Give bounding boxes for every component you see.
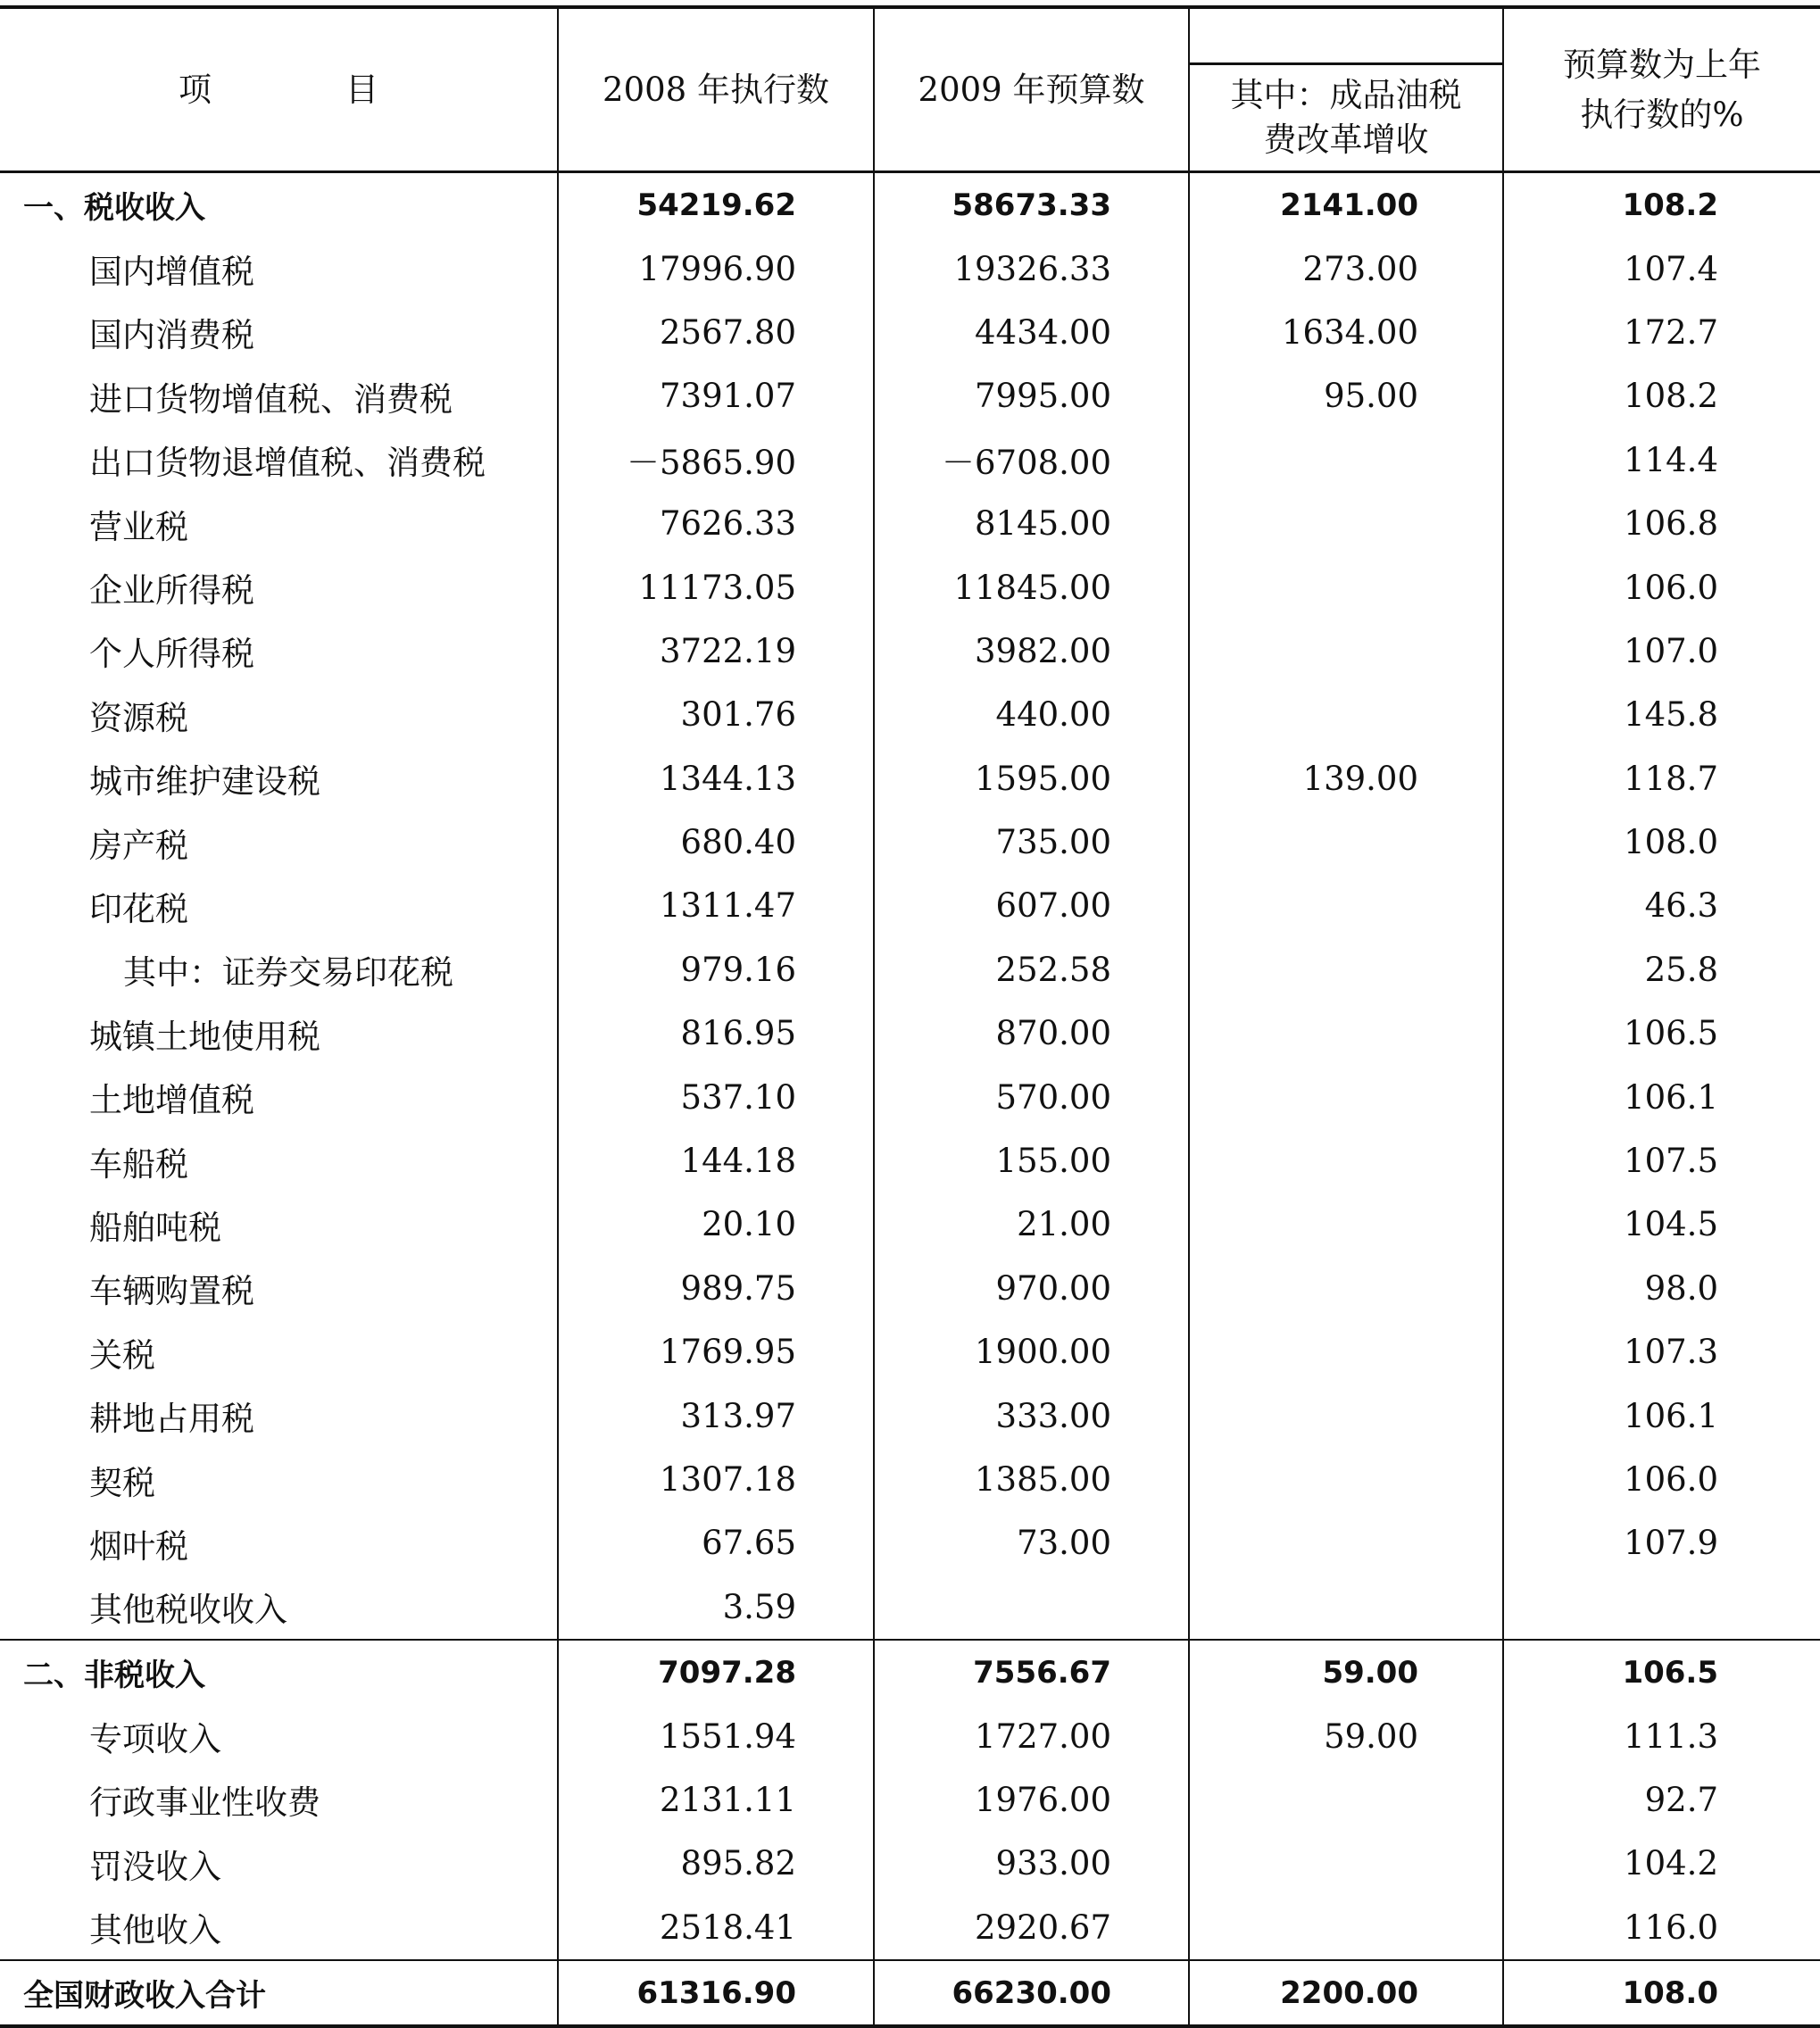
- value-2009-budget: 1385.00: [874, 1448, 1189, 1511]
- value-percent-of-prior-year: [1503, 1575, 1820, 1640]
- value-2009-budget: 66230.00: [874, 1960, 1189, 2026]
- table-row: [0, 1320, 1820, 1384]
- table-row: [0, 1448, 1820, 1511]
- value-percent-of-prior-year: 46.3: [1644, 886, 1718, 926]
- value-percent-of-prior-year: 106.0: [1624, 568, 1718, 607]
- value-2008-actual: 979.16: [558, 938, 874, 1002]
- row-label: 烟叶税: [0, 1511, 558, 1575]
- table-row: [0, 1575, 1820, 1640]
- row-label: 船舶吨税: [0, 1193, 558, 1256]
- value-fuel-tax-reform: [1189, 938, 1503, 1002]
- table-row: [0, 1384, 1820, 1447]
- value-fuel-tax-reform: [1189, 874, 1503, 937]
- table-row: [0, 747, 1820, 810]
- value-2009-budget: [874, 1575, 1189, 1640]
- value-percent-of-prior-year: 107.3: [1624, 1333, 1718, 1372]
- value-2008-actual: 301.76: [558, 683, 874, 746]
- value-2009-budget: 735.00: [874, 810, 1189, 874]
- value-2008-actual: 2131.11: [558, 1768, 874, 1832]
- row-label: 资源税: [0, 683, 558, 746]
- value-2009-budget: 1976.00: [874, 1768, 1189, 1832]
- header-item: 项 目: [0, 7, 558, 172]
- table-row: [0, 619, 1820, 683]
- value-2008-actual: 1551.94: [558, 1704, 874, 1767]
- table-row: [0, 1257, 1820, 1320]
- row-label: 其他收入: [0, 1896, 558, 1960]
- value-2009-budget: 1900.00: [874, 1320, 1189, 1384]
- value-2009-budget: 252.58: [874, 938, 1189, 1002]
- value-percent-of-prior-year: 92.7: [1644, 1780, 1718, 1819]
- value-percent-of-prior-year: 108.2: [1624, 377, 1718, 416]
- value-fuel-tax-reform: 139.00: [1189, 747, 1503, 810]
- value-2008-actual: 3.59: [558, 1575, 874, 1640]
- row-label: 土地增值税: [0, 1065, 558, 1128]
- value-percent-of-prior-year: 116.0: [1624, 1907, 1718, 1947]
- value-2008-actual: 7391.07: [558, 364, 874, 428]
- table-row: [0, 492, 1820, 555]
- value-fuel-tax-reform: [1189, 683, 1503, 746]
- row-label: 契税: [0, 1448, 558, 1511]
- table-row: [0, 1768, 1820, 1832]
- table-header: [0, 7, 1820, 172]
- value-2009-budget: 155.00: [874, 1129, 1189, 1193]
- row-label: 进口货物增值税、消费税: [0, 364, 558, 428]
- row-label: 城镇土地使用税: [0, 1002, 558, 1065]
- value-fuel-tax-reform: [1189, 555, 1503, 619]
- value-2009-budget: 7995.00: [874, 364, 1189, 428]
- value-percent-of-prior-year: 104.2: [1624, 1844, 1718, 1883]
- value-fuel-tax-reform: 273.00: [1189, 237, 1503, 300]
- header-2008-actual: 2008 年执行数: [558, 7, 874, 172]
- value-fuel-tax-reform: [1189, 428, 1503, 492]
- row-label: 国内消费税: [0, 301, 558, 364]
- value-percent-of-prior-year: 106.1: [1624, 1396, 1718, 1435]
- value-percent-of-prior-year: 106.1: [1624, 1077, 1718, 1117]
- value-fuel-tax-reform: [1189, 1129, 1503, 1193]
- table-row: [0, 1640, 1820, 1704]
- table-row: [0, 1065, 1820, 1128]
- table-row: [0, 1129, 1820, 1193]
- value-2009-budget: 970.00: [874, 1257, 1189, 1320]
- table-row: [0, 555, 1820, 619]
- revenue-table: [0, 5, 1820, 2028]
- value-2008-actual: 61316.90: [558, 1960, 874, 2026]
- value-percent-of-prior-year: 106.5: [1503, 1640, 1820, 1704]
- row-label: 耕地占用税: [0, 1384, 558, 1447]
- header-percent-of-prior-year: 预算数为上年 执行数的%: [1503, 7, 1820, 172]
- row-label: 企业所得税: [0, 555, 558, 619]
- row-label: 个人所得税: [0, 619, 558, 683]
- value-2008-actual: 2567.80: [558, 301, 874, 364]
- value-fuel-tax-reform: 1634.00: [1189, 301, 1503, 364]
- value-percent-of-prior-year: 108.2: [1622, 187, 1718, 223]
- value-2009-budget: 933.00: [874, 1832, 1189, 1895]
- table-row: [0, 172, 1820, 237]
- value-2009-budget: 19326.33: [874, 237, 1189, 300]
- row-label: 二、非税收入: [0, 1640, 558, 1704]
- value-2008-actual: 17996.90: [558, 237, 874, 300]
- table-row: [0, 1960, 1820, 2026]
- value-2008-actual: 1769.95: [558, 1320, 874, 1384]
- table-row: [0, 1704, 1820, 1767]
- value-2009-budget: 73.00: [874, 1511, 1189, 1575]
- value-percent-of-prior-year: 107.9: [1624, 1524, 1718, 1563]
- value-fuel-tax-reform: [1189, 1065, 1503, 1128]
- value-fuel-tax-reform: 95.00: [1189, 364, 1503, 428]
- value-fuel-tax-reform: [1189, 1575, 1503, 1640]
- table-row: [0, 1896, 1820, 1960]
- value-2009-budget: 8145.00: [874, 492, 1189, 555]
- value-2009-budget: 440.00: [874, 683, 1189, 746]
- value-fuel-tax-reform: [1189, 1832, 1503, 1895]
- header-spacer: [1189, 7, 1503, 64]
- value-2008-actual: 20.10: [558, 1193, 874, 1256]
- value-2009-budget: 570.00: [874, 1065, 1189, 1128]
- value-percent-of-prior-year: 108.0: [1624, 823, 1718, 862]
- table-row: [0, 428, 1820, 492]
- value-2009-budget: 1727.00: [874, 1704, 1189, 1767]
- table-row: [0, 1193, 1820, 1256]
- value-2009-budget: 58673.33: [874, 172, 1189, 237]
- value-percent-of-prior-year: 111.3: [1624, 1716, 1718, 1756]
- row-label: 出口货物退增值税、消费税: [0, 428, 558, 492]
- header-fuel-tax-reform: 其中：成品油税 费改革增收: [1189, 64, 1503, 172]
- value-percent-of-prior-year: 106.8: [1624, 504, 1718, 544]
- value-fuel-tax-reform: [1189, 1193, 1503, 1256]
- row-label: 房产税: [0, 810, 558, 874]
- row-label: 车辆购置税: [0, 1257, 558, 1320]
- value-percent-of-prior-year: 108.0: [1503, 1960, 1820, 2026]
- value-fuel-tax-reform: [1189, 1320, 1503, 1384]
- value-fuel-tax-reform: 59.00: [1189, 1704, 1503, 1767]
- value-fuel-tax-reform: [1189, 810, 1503, 874]
- value-percent-of-prior-year: 107.4: [1624, 249, 1718, 288]
- row-label: 其中：证券交易印花税: [0, 938, 558, 1002]
- value-2008-actual: 989.75: [558, 1257, 874, 1320]
- value-2008-actual: 7097.28: [558, 1640, 874, 1704]
- value-2008-actual: 816.95: [558, 1002, 874, 1065]
- value-percent-of-prior-year: 25.8: [1644, 950, 1718, 989]
- value-percent-of-prior-year: 106.0: [1624, 1460, 1718, 1499]
- value-fuel-tax-reform: [1189, 1384, 1503, 1447]
- table-row: [0, 938, 1820, 1002]
- value-2009-budget: 333.00: [874, 1384, 1189, 1447]
- row-label: 营业税: [0, 492, 558, 555]
- value-fuel-tax-reform: [1189, 1511, 1503, 1575]
- value-fuel-tax-reform: [1189, 492, 1503, 555]
- row-label: 行政事业性收费: [0, 1768, 558, 1832]
- value-percent-of-prior-year: 107.5: [1624, 1142, 1718, 1181]
- value-2009-budget: 1595.00: [874, 747, 1189, 810]
- table-row: [0, 1002, 1820, 1065]
- table-row: [0, 301, 1820, 364]
- row-label: 专项收入: [0, 1704, 558, 1767]
- value-2008-actual: 7626.33: [558, 492, 874, 555]
- row-label: 印花税: [0, 874, 558, 937]
- value-2008-actual: 144.18: [558, 1129, 874, 1193]
- value-2008-actual: 1307.18: [558, 1448, 874, 1511]
- value-2008-actual: 680.40: [558, 810, 874, 874]
- table-row: [0, 1511, 1820, 1575]
- table-row: [0, 810, 1820, 874]
- value-fuel-tax-reform: 59.00: [1189, 1640, 1503, 1704]
- value-fuel-tax-reform: 2141.00: [1189, 172, 1503, 237]
- value-2008-actual: 313.97: [558, 1384, 874, 1447]
- row-label: 城市维护建设税: [0, 747, 558, 810]
- value-2008-actual: 537.10: [558, 1065, 874, 1128]
- value-2008-actual: 11173.05: [558, 555, 874, 619]
- value-2008-actual: 67.65: [558, 1511, 874, 1575]
- row-label: 罚没收入: [0, 1832, 558, 1895]
- value-fuel-tax-reform: [1189, 619, 1503, 683]
- value-2008-actual: 895.82: [558, 1832, 874, 1895]
- value-2008-actual: 1344.13: [558, 747, 874, 810]
- value-fuel-tax-reform: [1189, 1768, 1503, 1832]
- value-2009-budget: 2920.67: [874, 1896, 1189, 1960]
- value-percent-of-prior-year: 107.0: [1624, 631, 1718, 670]
- table-body: [0, 172, 1820, 2027]
- value-2008-actual: 54219.62: [558, 172, 874, 237]
- row-label: 国内增值税: [0, 237, 558, 300]
- table-row: [0, 1832, 1820, 1895]
- table-row: [0, 874, 1820, 937]
- value-2009-budget: 870.00: [874, 1002, 1189, 1065]
- row-label: 一、税收收入: [0, 172, 558, 237]
- row-label: 关税: [0, 1320, 558, 1384]
- value-percent-of-prior-year: 114.4: [1624, 440, 1718, 479]
- value-fuel-tax-reform: [1189, 1896, 1503, 1960]
- value-fuel-tax-reform: [1189, 1257, 1503, 1320]
- value-fuel-tax-reform: [1189, 1002, 1503, 1065]
- value-percent-of-prior-year: 172.7: [1624, 312, 1718, 352]
- table-row: [0, 364, 1820, 428]
- header-2009-budget: 2009 年预算数: [874, 7, 1189, 172]
- value-2009-budget: 4434.00: [874, 301, 1189, 364]
- value-2009-budget: 3982.00: [874, 619, 1189, 683]
- value-2008-actual: 3722.19: [558, 619, 874, 683]
- value-2009-budget: 607.00: [874, 874, 1189, 937]
- value-2009-budget: 21.00: [874, 1193, 1189, 1256]
- value-percent-of-prior-year: 98.0: [1644, 1268, 1718, 1308]
- value-2008-actual: －5865.90: [558, 428, 874, 492]
- row-label: 车船税: [0, 1129, 558, 1193]
- value-percent-of-prior-year: 118.7: [1624, 759, 1718, 798]
- value-2009-budget: 7556.67: [874, 1640, 1189, 1704]
- value-percent-of-prior-year: 104.5: [1624, 1205, 1718, 1244]
- value-2009-budget: 11845.00: [874, 555, 1189, 619]
- value-fuel-tax-reform: [1189, 1448, 1503, 1511]
- row-label: 全国财政收入合计: [0, 1960, 558, 2026]
- table-row: [0, 683, 1820, 746]
- value-percent-of-prior-year: 145.8: [1624, 695, 1718, 735]
- table-row: [0, 237, 1820, 300]
- value-2008-actual: 2518.41: [558, 1896, 874, 1960]
- value-fuel-tax-reform: 2200.00: [1189, 1960, 1503, 2026]
- row-label: 其他税收收入: [0, 1575, 558, 1640]
- value-2009-budget: －6708.00: [874, 428, 1189, 492]
- value-2008-actual: 1311.47: [558, 874, 874, 937]
- value-percent-of-prior-year: 106.5: [1624, 1014, 1718, 1053]
